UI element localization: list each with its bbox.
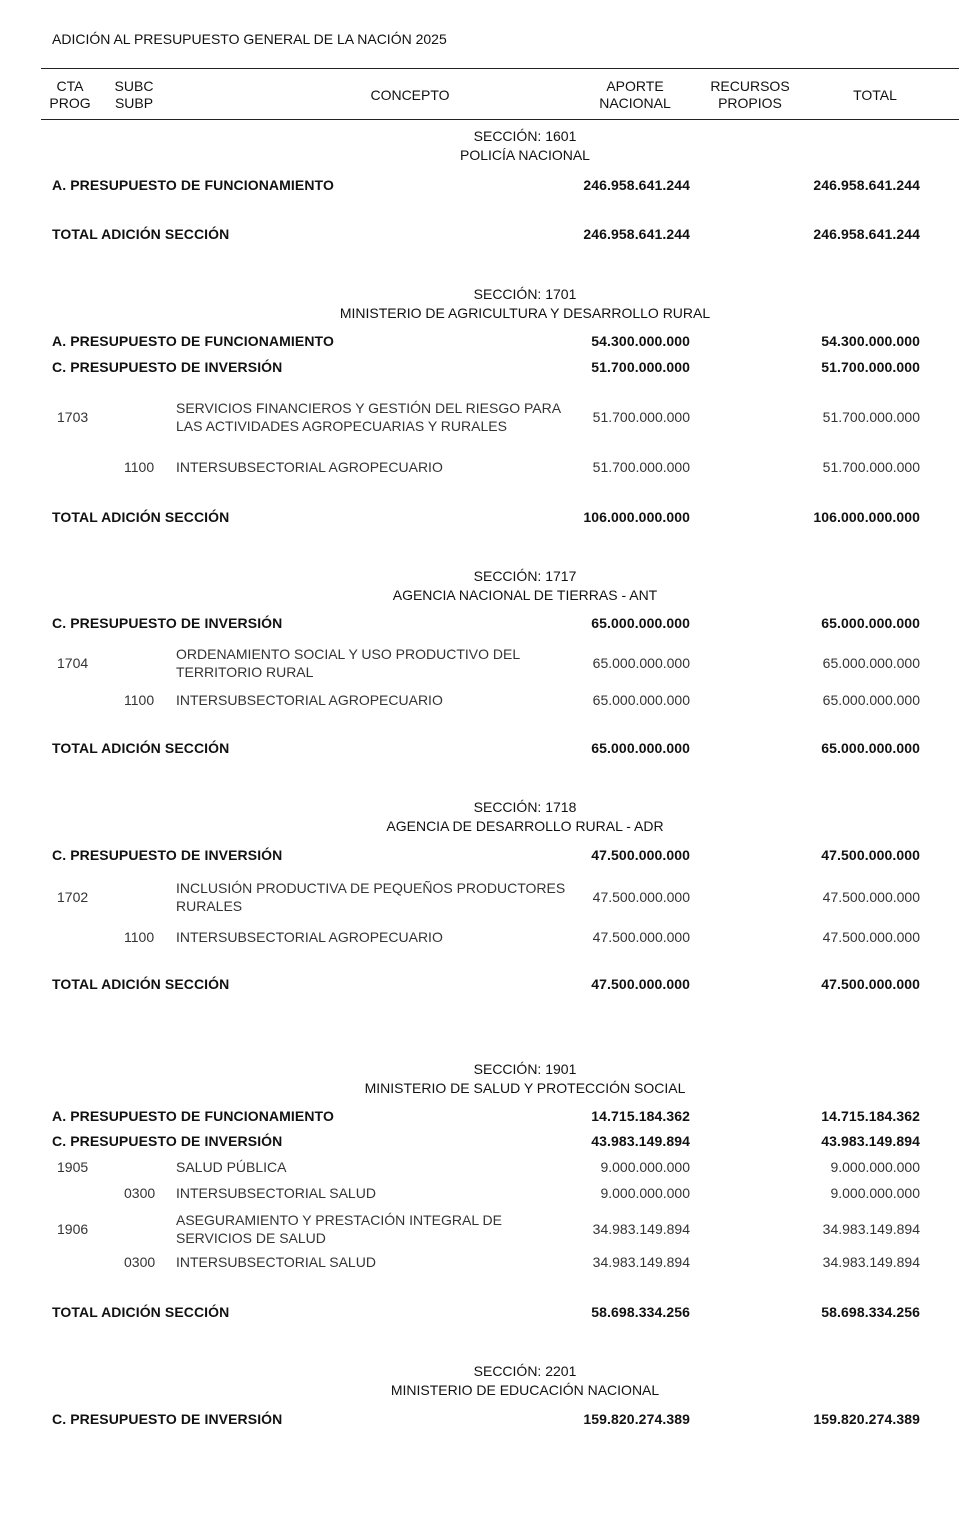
total-value: 47.500.000.000: [822, 889, 920, 905]
subprogram-code: 1100: [124, 692, 155, 708]
section-label: SECCIÓN: 1601: [473, 128, 577, 144]
section-name: MINISTERIO DE SALUD Y PROTECCIÓN SOCIAL: [364, 1080, 686, 1096]
inversion-label: C. PRESUPUESTO DE INVERSIÓN: [52, 615, 283, 631]
subprogram-concept: INTERSUBSECTORIAL AGROPECUARIO: [176, 459, 443, 475]
inversion-label: C. PRESUPUESTO DE INVERSIÓN: [52, 359, 283, 375]
section-label: SECCIÓN: 1718: [473, 799, 577, 815]
total-section-aporte: 58.698.334.256: [591, 1304, 690, 1320]
total-value: 9.000.000.000: [830, 1185, 920, 1201]
program-concept: INCLUSIÓN PRODUCTIVA DE PEQUEÑOS PRODUCTORES RURALES: [176, 880, 566, 914]
aporte-value: 54.300.000.000: [591, 333, 690, 349]
total-value: 43.983.149.894: [821, 1133, 920, 1149]
total-section-label: TOTAL ADICIÓN SECCIÓN: [52, 226, 230, 242]
aporte-value: 51.700.000.000: [591, 359, 690, 375]
subprogram-concept: INTERSUBSECTORIAL SALUD: [176, 1254, 376, 1270]
program-concept: SALUD PÚBLICA: [176, 1159, 287, 1175]
total-value: 54.300.000.000: [821, 333, 920, 349]
section-label: SECCIÓN: 1717: [473, 568, 577, 584]
total-section-label: TOTAL ADICIÓN SECCIÓN: [52, 976, 230, 992]
total-value: 34.983.149.894: [822, 1254, 920, 1270]
header-prog: PROG: [49, 95, 91, 111]
total-value: 65.000.000.000: [822, 655, 920, 671]
total-value: 14.715.184.362: [821, 1108, 920, 1124]
header-recursos-1: RECURSOS: [710, 78, 790, 94]
total-section-aporte: 106.000.000.000: [583, 509, 690, 525]
program-code: 1905: [57, 1159, 89, 1175]
total-value: 34.983.149.894: [822, 1221, 920, 1237]
total-section-aporte: 246.958.641.244: [583, 226, 690, 242]
header-concepto: CONCEPTO: [370, 87, 450, 103]
header-subp: SUBP: [114, 95, 154, 111]
inversion-label: C. PRESUPUESTO DE INVERSIÓN: [52, 1133, 283, 1149]
aporte-value: 43.983.149.894: [591, 1133, 690, 1149]
aporte-value: 159.820.274.389: [583, 1411, 690, 1427]
aporte-value: 47.500.000.000: [592, 889, 690, 905]
section-name: AGENCIA NACIONAL DE TIERRAS - ANT: [392, 587, 658, 603]
total-value: 51.700.000.000: [821, 359, 920, 375]
total-value: 51.700.000.000: [822, 409, 920, 425]
total-value: 9.000.000.000: [830, 1159, 920, 1175]
total-section-total: 246.958.641.244: [813, 226, 920, 242]
document-title: ADICIÓN AL PRESUPUESTO GENERAL DE LA NACIÓN 2025: [52, 31, 447, 47]
header-aporte-2: NACIONAL: [599, 95, 671, 111]
aporte-value: 14.715.184.362: [591, 1108, 690, 1124]
section-name: MINISTERIO DE EDUCACIÓN NACIONAL: [390, 1382, 660, 1398]
total-section-label: TOTAL ADICIÓN SECCIÓN: [52, 1304, 230, 1320]
header-cta-prog: [48, 78, 92, 112]
total-section-aporte: 65.000.000.000: [591, 740, 690, 756]
aporte-value: 34.983.149.894: [592, 1221, 690, 1237]
section-name: MINISTERIO DE AGRICULTURA Y DESARROLLO RURAL: [339, 305, 711, 321]
program-code: 1702: [57, 889, 89, 905]
header-subc: SUBC: [114, 78, 154, 94]
total-value: 51.700.000.000: [822, 459, 920, 475]
aporte-value: 47.500.000.000: [591, 847, 690, 863]
total-value: 159.820.274.389: [813, 1411, 920, 1427]
header-recursos: [700, 78, 800, 112]
total-section-total: 65.000.000.000: [821, 740, 920, 756]
program-code: 1703: [57, 409, 89, 425]
inversion-label: C. PRESUPUESTO DE INVERSIÓN: [52, 1411, 283, 1427]
header-total: TOTAL: [853, 87, 897, 103]
aporte-value: 246.958.641.244: [583, 177, 690, 193]
total-section-aporte: 47.500.000.000: [591, 976, 690, 992]
subprogram-concept: INTERSUBSECTORIAL AGROPECUARIO: [176, 929, 443, 945]
aporte-value: 34.983.149.894: [592, 1254, 690, 1270]
header-top-rule: [41, 68, 959, 69]
program-concept: ORDENAMIENTO SOCIAL Y USO PRODUCTIVO DEL TERRITORIO RURAL: [176, 646, 520, 680]
header-aporte-1: APORTE: [606, 78, 664, 94]
aporte-value: 9.000.000.000: [600, 1185, 690, 1201]
aporte-value: 47.500.000.000: [592, 929, 690, 945]
header-aporte: [585, 78, 685, 112]
program-code: 1704: [57, 655, 89, 671]
header-bottom-rule: [41, 119, 959, 120]
total-value: 47.500.000.000: [821, 847, 920, 863]
funcionamiento-label: A. PRESUPUESTO DE FUNCIONAMIENTO: [52, 333, 334, 349]
funcionamiento-label: A. PRESUPUESTO DE FUNCIONAMIENTO: [52, 177, 334, 193]
funcionamiento-label: A. PRESUPUESTO DE FUNCIONAMIENTO: [52, 1108, 334, 1124]
program-concept: ASEGURAMIENTO Y PRESTACIÓN INTEGRAL DE SERVICIOS DE SALUD: [176, 1212, 502, 1246]
section-label: SECCIÓN: 1901: [473, 1061, 577, 1077]
total-section-total: 58.698.334.256: [821, 1304, 920, 1320]
total-value: 65.000.000.000: [821, 615, 920, 631]
aporte-value: 9.000.000.000: [600, 1159, 690, 1175]
section-name: AGENCIA DE DESARROLLO RURAL - ADR: [386, 818, 664, 834]
section-name: POLICÍA NACIONAL: [460, 147, 590, 163]
inversion-label: C. PRESUPUESTO DE INVERSIÓN: [52, 847, 283, 863]
aporte-value: 51.700.000.000: [592, 459, 690, 475]
subprogram-code: 1100: [124, 929, 155, 945]
aporte-value: 65.000.000.000: [592, 692, 690, 708]
subprogram-concept: INTERSUBSECTORIAL AGROPECUARIO: [176, 692, 443, 708]
total-section-total: 106.000.000.000: [813, 509, 920, 525]
aporte-value: 65.000.000.000: [591, 615, 690, 631]
total-section-label: TOTAL ADICIÓN SECCIÓN: [52, 740, 230, 756]
total-section-total: 47.500.000.000: [821, 976, 920, 992]
aporte-value: 51.700.000.000: [592, 409, 690, 425]
subprogram-concept: INTERSUBSECTORIAL SALUD: [176, 1185, 376, 1201]
subprogram-code: 0300: [124, 1254, 156, 1270]
aporte-value: 65.000.000.000: [592, 655, 690, 671]
total-value: 246.958.641.244: [813, 177, 920, 193]
total-section-label: TOTAL ADICIÓN SECCIÓN: [52, 509, 230, 525]
total-value: 65.000.000.000: [822, 692, 920, 708]
program-code: 1906: [57, 1221, 89, 1237]
program-concept: SERVICIOS FINANCIEROS Y GESTIÓN DEL RIESGO PARA LAS ACTIVIDADES AGROPECUARIAS Y RURALES: [176, 400, 561, 434]
section-label: SECCIÓN: 1701: [473, 286, 577, 302]
header-subc-subp: [112, 78, 156, 112]
subprogram-code: 0300: [124, 1185, 156, 1201]
header-cta: CTA: [56, 78, 84, 94]
total-value: 47.500.000.000: [822, 929, 920, 945]
subprogram-code: 1100: [124, 459, 155, 475]
header-recursos-2: PROPIOS: [718, 95, 782, 111]
section-label: SECCIÓN: 2201: [473, 1363, 577, 1379]
